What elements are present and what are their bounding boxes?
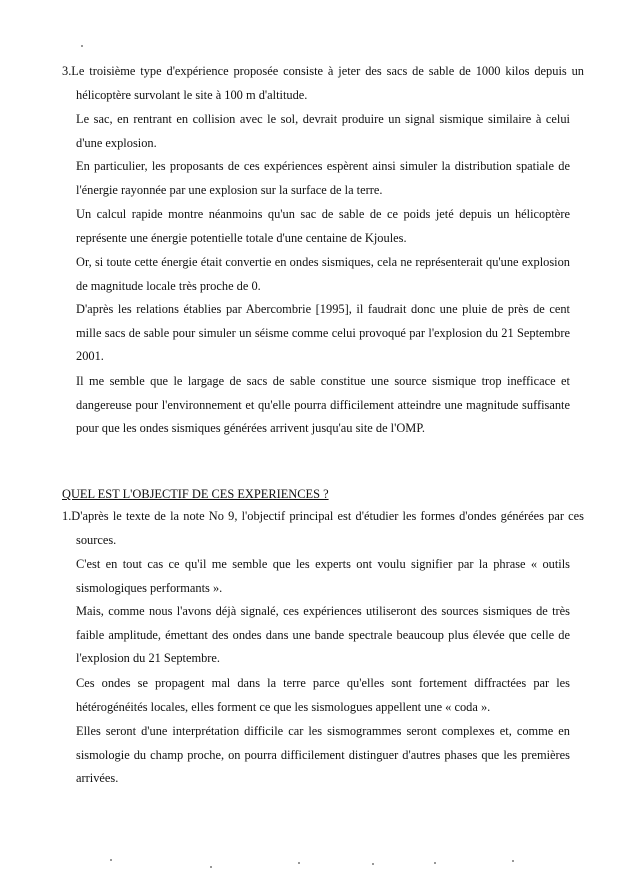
section-heading: QUEL EST L'OBJECTIF DE CES EXPERIENCES ? [62,487,329,501]
scan-speck [372,863,374,865]
paragraph: C'est en tout cas ce qu'il me semble que les experts ont voulu signifier par la phrase « outils sismologiques performants ». [76,557,570,595]
scan-speck [110,859,112,861]
paragraph: En particulier, les proposants de ces expériences espèrent ainsi simuler la distribution spatiale de l'énergie rayonnée par une explosion sur la surface de la terre. [76,159,570,197]
list-item-text: D'après le texte de la note No 9, l'objectif principal est d'étudier les formes d'ondes générées par ces sources. [71,509,584,547]
list-number: 1. [62,509,72,523]
list-item-text: Le troisième type d'expérience proposée consiste à jeter des sacs de sable de 1000 kilos depuis un hélicoptère survolant le site à 100 m d'altitude. [71,64,584,102]
scan-speck [81,45,83,47]
list-item-3 [62,60,584,107]
scan-speck [298,862,300,864]
paragraph: Mais, comme nous l'avons déjà signalé, ces expériences utiliseront des sources sismiques de très faible amplitude, émettant des ondes dans une bande spectrale beaucoup plus élevée que celle de l'explosion du 21 Septembre. [76,604,570,665]
paragraph: Ces ondes se propagent mal dans la terre parce qu'elles sont fortement diffractées par les hétérogénéités locales, elles forment ce que les sismologues appellent une « coda ». [76,676,570,714]
paragraph: Or, si toute cette énergie était convertie en ondes sismiques, cela ne représenterait qu'une explosion de magnitude locale très proche de 0. [76,255,570,293]
list-number: 3. [62,64,72,78]
paragraph: D'après les relations établies par Abercombrie [1995], il faudrait donc une pluie de près de cent mille sacs de sable pour simuler un séisme comme celui provoqué par l'explosion du 21 Septembre 2001. [76,302,570,363]
scan-speck [434,862,436,864]
paragraph: Elles seront d'une interprétation difficile car les sismogrammes seront complexes et, comme en sismologie du champ proche, on pourra difficilement distinguer d'autres phases que les premières arrivées. [76,724,570,785]
paragraph: Un calcul rapide montre néanmoins qu'un sac de sable de ce poids jeté depuis un hélicoptère représente une énergie potentielle totale d'une centaine de Kjoules. [76,207,570,245]
scan-speck [512,860,514,862]
paragraph: Il me semble que le largage de sacs de sable constitue une source sismique trop inefficace et dangereuse pour l'environnement et qu'elle pourra difficilement atteindre une magnitude suffisante pour que les ondes sismiques générées arrivent jusqu'au site de l'OMP. [76,374,570,435]
scan-speck [210,866,212,868]
list-item-1 [62,505,584,552]
paragraph: Le sac, en rentrant en collision avec le sol, devrait produire un signal sismique similaire à celui d'une explosion. [76,112,570,150]
